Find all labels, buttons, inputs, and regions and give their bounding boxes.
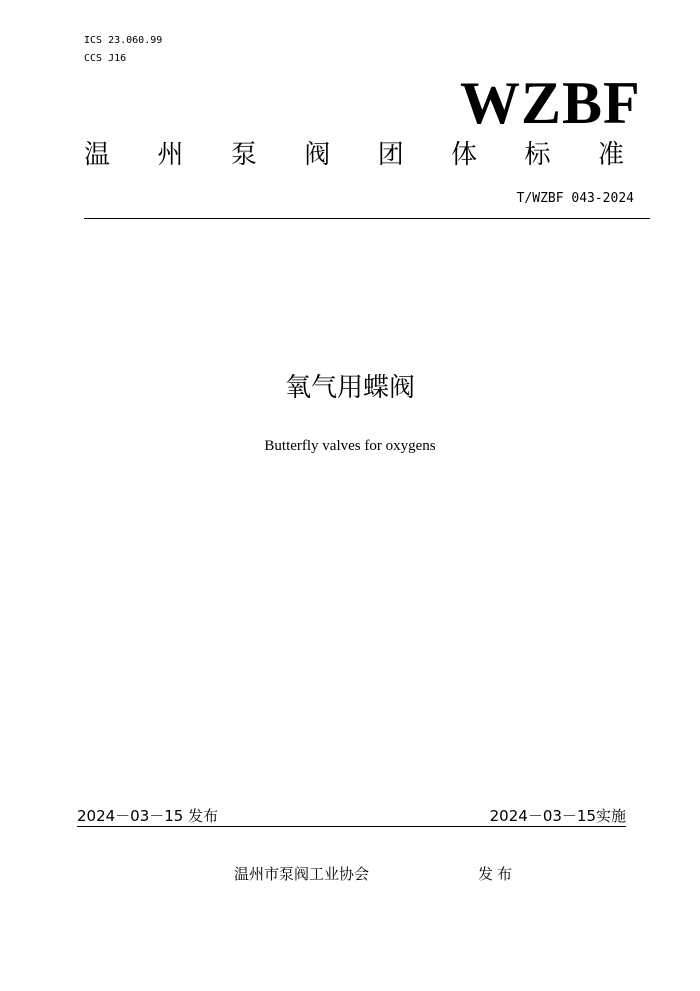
org-title-char: 体 — [451, 140, 478, 170]
org-title-char: 阀 — [304, 140, 331, 170]
standard-number: T/WZBF 043-2024 — [516, 191, 634, 206]
org-title-char: 泵 — [230, 140, 257, 170]
org-title-char: 州 — [157, 140, 184, 170]
footer-divider — [77, 826, 626, 827]
document-subtitle: Butterfly valves for oxygens — [264, 438, 436, 454]
ccs-code: CCS J16 — [84, 53, 127, 64]
org-title-char: 准 — [597, 140, 624, 170]
header-divider — [84, 218, 650, 219]
document-title: 氧气用蝶阀 — [284, 373, 415, 403]
issue-label: 发布 — [478, 865, 517, 883]
issuing-organization: 温州市泵阀工业协会 — [234, 865, 370, 883]
org-title-char: 温 — [84, 140, 111, 170]
standard-logo: WZBF — [460, 70, 641, 136]
ics-code: ICS 23.060.99 — [84, 35, 163, 46]
org-title-char: 团 — [377, 140, 404, 170]
implement-date: 2024－03－15实施 — [489, 807, 626, 825]
organization-standard-title — [84, 138, 624, 172]
publish-date: 2024－03－15 发布 — [77, 807, 219, 825]
org-title-char: 标 — [524, 140, 551, 170]
